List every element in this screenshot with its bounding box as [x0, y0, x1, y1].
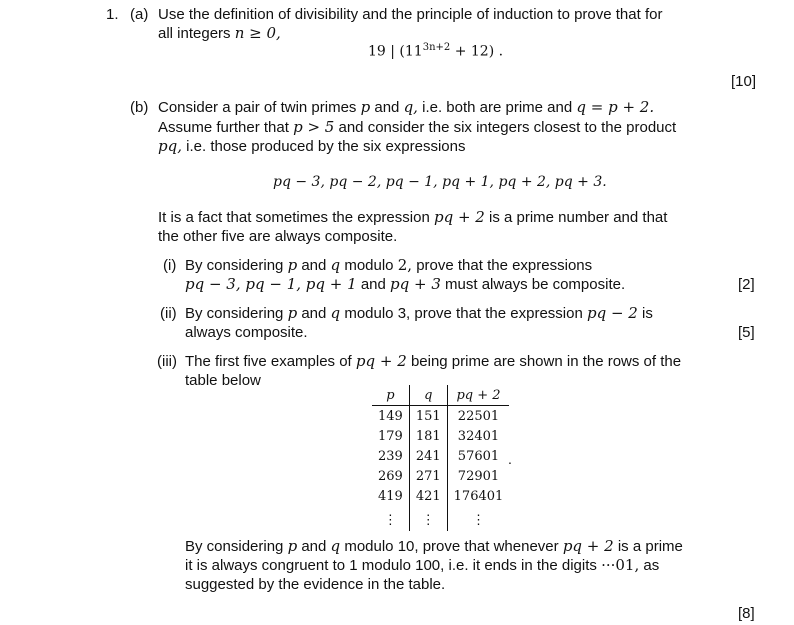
part-iii-marks: [8] [738, 605, 755, 622]
math-p: p [287, 256, 298, 274]
part-a-line-1: Use the definition of divisibility and the principle of induction to prove that for [158, 6, 663, 23]
text: and [360, 276, 386, 293]
part-a-marks: [10] [731, 73, 757, 90]
part-a-formula-exponent: 3n+2 [422, 42, 451, 53]
cell: 32401 [447, 426, 509, 446]
fact-line-1 [158, 208, 667, 227]
cell: 269 [378, 468, 403, 484]
text: The first five examples of [185, 353, 352, 370]
text: as [643, 557, 660, 574]
text: is a prime [617, 538, 683, 555]
math-pq-plus-2: pq + 2 [433, 208, 485, 226]
text: By considering [185, 538, 284, 555]
math-digits: ···01, [601, 556, 640, 574]
cell: 57601 [447, 446, 509, 466]
text: and [374, 99, 400, 116]
text: is a prime number and that [489, 209, 668, 226]
text: It is a fact that sometimes the expression [158, 209, 430, 226]
math-pq-plus-2: pq + 2 [355, 352, 407, 370]
part-ii-line-1 [185, 304, 653, 323]
twin-prime-table [372, 385, 509, 531]
part-a-display-formula [368, 42, 503, 60]
math-q: q [330, 304, 341, 322]
part-b-label: (b) [130, 99, 149, 116]
math-p: p [287, 304, 298, 322]
cell: 241 [409, 446, 447, 466]
math-equation: q = p + 2. [576, 98, 655, 116]
table-row [372, 406, 509, 427]
math-number: 2, [397, 256, 413, 274]
part-a-formula-tail: + 12) . [450, 43, 504, 60]
text: Assume further that [158, 119, 289, 136]
math-inequality: p > 5 [293, 118, 335, 136]
part-ii-line-2: always composite. [185, 324, 308, 341]
header-p: p [372, 385, 409, 406]
text: is [642, 305, 653, 322]
text: Consider a pair of twin primes [158, 99, 357, 116]
question-number: 1. [106, 6, 119, 23]
text: and [301, 305, 327, 322]
part-iii-body-line-1 [185, 537, 683, 556]
math-q: q [330, 537, 341, 555]
part-b-line-1 [158, 98, 654, 117]
text: prove that the expressions [416, 257, 593, 274]
part-i-marks: [2] [738, 276, 755, 293]
text: By considering [185, 257, 284, 274]
cell: 179 [378, 428, 403, 444]
cell: 22501 [447, 406, 509, 427]
math-p: p [360, 98, 371, 116]
part-iii-body-line-2 [185, 556, 659, 575]
part-a-label: (a) [130, 6, 149, 23]
math-p: p [287, 537, 298, 555]
cell: 419 [378, 488, 403, 504]
part-a-line-2-math: n ≥ 0, [234, 24, 281, 42]
part-b-line-2 [158, 118, 676, 137]
cell: 239 [378, 448, 403, 464]
ellipsis: ⋮ [447, 506, 509, 531]
ellipsis: ⋮ [383, 512, 397, 528]
part-iii-line-1 [185, 352, 681, 371]
text: i.e. those produced by the six expressions [186, 138, 466, 155]
math-q: q [330, 256, 341, 274]
header-pq-plus-2: pq + 2 [447, 385, 509, 406]
text: and [301, 538, 327, 555]
cell: 149 [378, 408, 403, 424]
cell: 151 [409, 406, 447, 427]
part-iii-body-line-3: suggested by the evidence in the table. [185, 576, 446, 593]
ellipsis: ⋮ [409, 506, 447, 531]
text: By considering [185, 305, 284, 322]
math-pq: pq, [158, 137, 182, 155]
part-ii-marks: [5] [738, 324, 755, 341]
part-b-line-3 [158, 137, 465, 156]
math-q: q, [403, 98, 418, 116]
math-expression: pq + 3 [390, 275, 441, 293]
math-expressions: pq − 3, pq − 1, pq + 1 [185, 275, 357, 293]
part-ii-label: (ii) [160, 305, 177, 322]
math-pq-plus-2: pq + 2 [562, 537, 614, 555]
part-i-line-2 [185, 275, 625, 294]
text: must always be composite. [445, 276, 626, 293]
part-i-line-1 [185, 256, 592, 275]
text: modulo [344, 257, 394, 274]
cell: 421 [409, 486, 447, 506]
six-expressions-formula: pq − 3, pq − 2, pq − 1, pq + 1, pq + 2, pq + 3. [273, 174, 607, 190]
part-iii-label: (iii) [157, 353, 177, 370]
table-row [372, 446, 509, 466]
math-pq-minus-2: pq − 2 [586, 304, 638, 322]
text: it is always congruent to 1 modulo 100, i.e. it ends in the digits [185, 557, 597, 574]
cell: 181 [409, 426, 447, 446]
table-row [372, 486, 509, 506]
part-a-formula-base: 19 | (11 [368, 43, 423, 60]
part-a-line-2 [158, 24, 281, 43]
text: i.e. both are prime and [422, 99, 573, 116]
cell: 176401 [447, 486, 509, 506]
table-trailing-period: . [508, 451, 512, 467]
table-row [372, 466, 509, 486]
fact-line-2: the other five are always composite. [158, 228, 398, 245]
cell: 72901 [447, 466, 509, 486]
header-q: q [409, 385, 447, 406]
table-header-row [372, 385, 509, 406]
text: and consider the six integers closest to the product [338, 119, 677, 136]
text: being prime are shown in the rows of the [410, 353, 682, 370]
table-row [372, 426, 509, 446]
part-i-label: (i) [163, 257, 177, 274]
text: modulo 3, prove that the expression [344, 305, 583, 322]
table-ellipsis-row [372, 506, 509, 531]
part-iii-line-2: table below [185, 372, 261, 389]
text: modulo 10, prove that whenever [344, 538, 559, 555]
part-a-line-2-text: all integers [158, 25, 231, 42]
text: and [301, 257, 327, 274]
cell: 271 [409, 466, 447, 486]
